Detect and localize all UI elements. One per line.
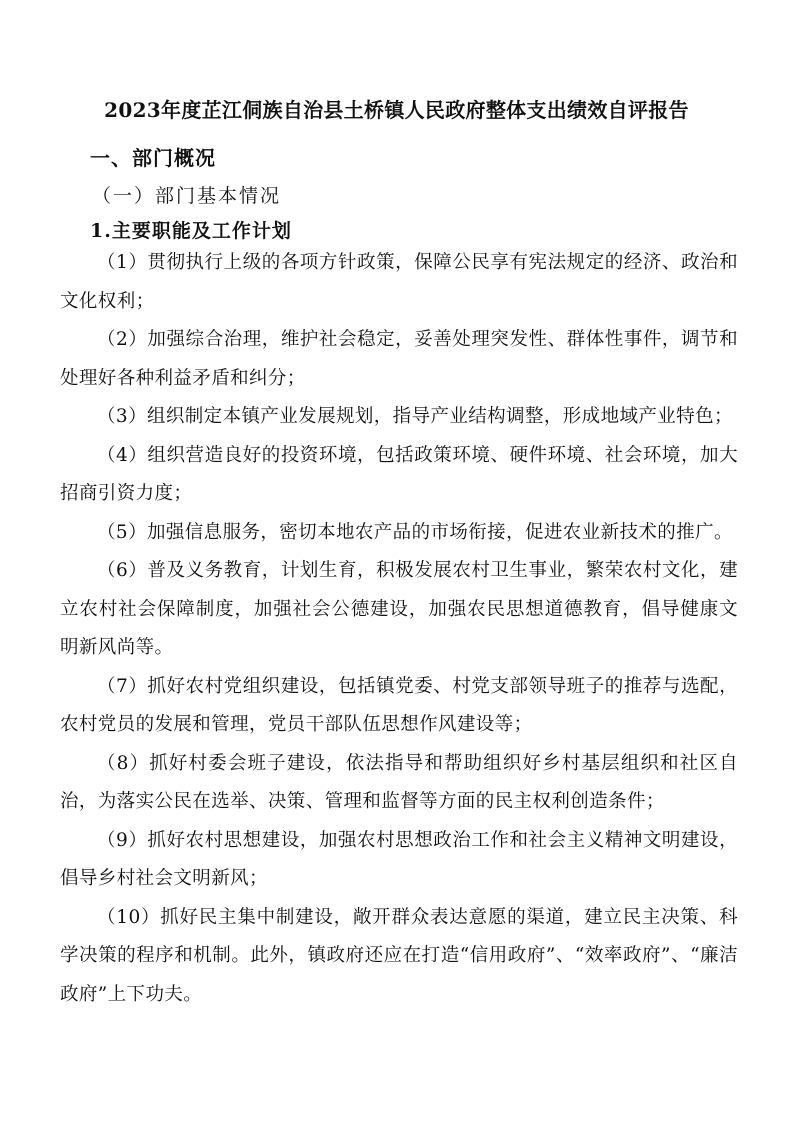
document-title: 2023年度芷江侗族自治县土桥镇人民政府整体支出绩效自评报告 bbox=[104, 98, 689, 122]
document-body bbox=[60, 244, 738, 1014]
subsection-heading: （一）部门基本情况 bbox=[92, 185, 282, 207]
section-heading: 一、部门概况 bbox=[90, 146, 216, 170]
paragraph-1: （1）贯彻执行上级的各项方针政策，保障公民享有宪法规定的经济、政治和文化权利； bbox=[60, 252, 738, 312]
paragraph-7: （7）抓好农村党组织建设，包括镇党委、村党支部领导班子的推荐与选配，农村党员的发展和管理，党员干部队伍思想作风建设等； bbox=[60, 675, 738, 735]
paragraph-6: （6）普及义务教育，计划生育，积极发展农村卫生事业，繁荣农村文化，建立农村社会保障制度，加强社会公德建设，加强农民思想道德教育，倡导健康文明新风尚等。 bbox=[60, 560, 738, 658]
paragraph-2: （2）加强综合治理，维护社会稳定，妥善处理突发性、群体性事件，调节和处理好各种利益矛盾和纠分； bbox=[60, 329, 738, 389]
paragraph-8: （8）抓好村委会班子建设，依法指导和帮助组织好乡村基层组织和社区自治，为落实公民在选举、决策、管理和监督等方面的民主权利创造条件； bbox=[60, 752, 738, 812]
paragraph-5: （5）加强信息服务，密切本地农产品的市场衔接，促进农业新技术的推广。 bbox=[97, 521, 733, 543]
paragraph-9: （9）抓好农村思想建设，加强农村思想政治工作和社会主义精神文明建设，倡导乡村社会文明新风； bbox=[60, 829, 738, 889]
item-heading: 1.主要职能及工作计划 bbox=[90, 220, 292, 242]
paragraph-3: （3）组织制定本镇产业发展规划，指导产业结构调整，形成地域产业特色； bbox=[97, 406, 733, 427]
paragraph-10: （10）抓好民主集中制建设，敞开群众表达意愿的渠道，建立民主决策、科学决策的程序和机制。此外，镇政府还应在打造“信用政府”、“效率政府”、“廉洁政府”上下功夫。 bbox=[60, 906, 738, 1005]
paragraph-4: （4）组织营造良好的投资环境，包括政策环境、硬件环境、社会环境，加大招商引资力度； bbox=[60, 444, 738, 504]
